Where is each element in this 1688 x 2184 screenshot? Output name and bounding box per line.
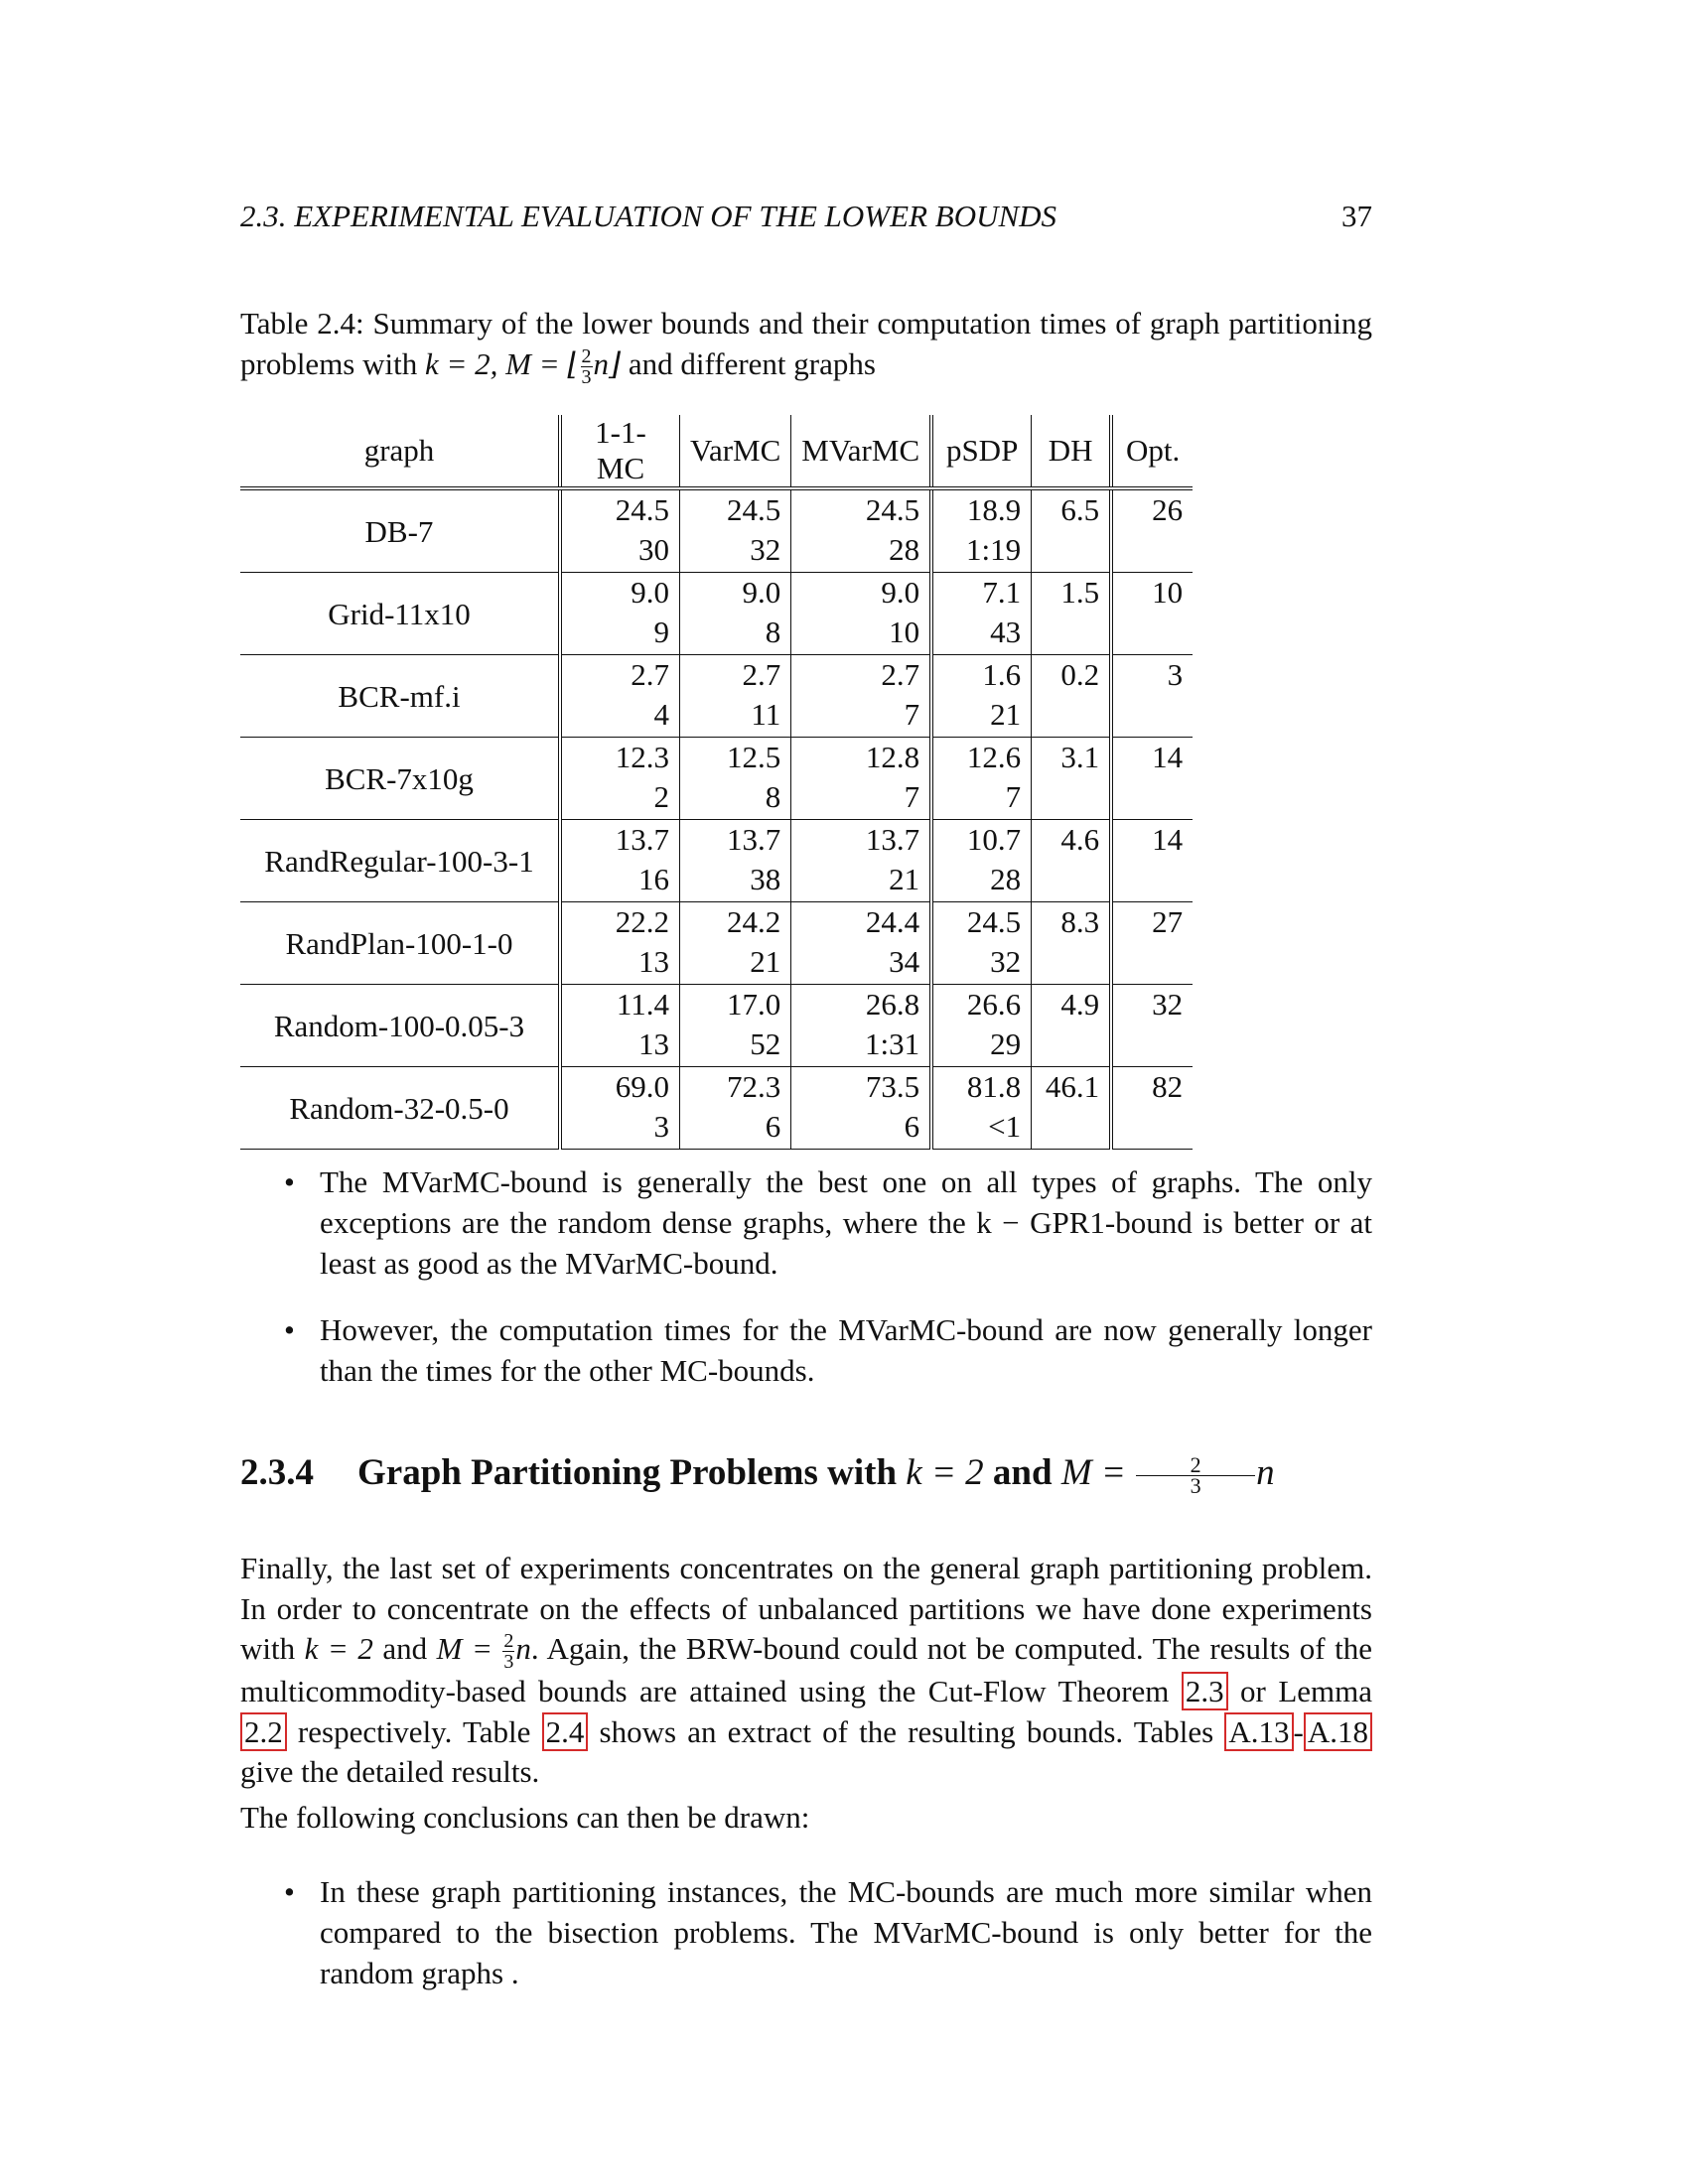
cell-time xyxy=(1111,1026,1193,1067)
cell-time: 21 xyxy=(791,862,931,902)
cell-bound: 14 xyxy=(1111,820,1193,863)
cell-bound: 18.9 xyxy=(931,488,1032,532)
cell-bound: 1.5 xyxy=(1032,573,1112,615)
cell-time: 10 xyxy=(791,614,931,655)
results-table xyxy=(240,415,1193,1150)
ref-table-2-4[interactable]: 2.4 xyxy=(542,1712,589,1751)
table-row xyxy=(240,488,1193,532)
cell-time xyxy=(1111,614,1193,655)
body-paragraph: Finally, the last set of experiments concentrates on the general graph partitioning problem. In order to concentrate on the effects of unbalanced partitions we have done experiments with k = 2 and M = $\frac{2}{3}$ n. Again, the BRW-bound could not be computed. The results of the multicommodity-based bounds are attained using the Cut-Flow Theorem 2.3 or Lemma 2.2 respectively. Table 2.4 shows an extract of the resulting bounds. Tables A.13 - A.18 give the detailed results. xyxy=(240,1551,1372,1790)
cell-bound: 6.5 xyxy=(1032,488,1112,532)
header-mvarmc: MVarMC xyxy=(791,415,931,488)
header-opt: Opt. xyxy=(1111,415,1193,488)
section-fraction: $\frac{2}{3}$ xyxy=(1136,1455,1255,1496)
cell-bound: 12.3 xyxy=(560,738,680,780)
cell-bound: 8.3 xyxy=(1032,902,1112,945)
cell-graph: RandRegular-100-3-1 xyxy=(240,820,560,902)
section-heading xyxy=(240,1451,1275,1499)
cell-bound: 14 xyxy=(1111,738,1193,780)
bullet-list-observations xyxy=(240,1161,1372,1417)
cell-bound: 73.5 xyxy=(791,1067,931,1110)
cell-bound: 3 xyxy=(1111,655,1193,698)
cell-bound: 24.5 xyxy=(680,488,791,532)
cell-bound: 2.7 xyxy=(680,655,791,698)
cell-time xyxy=(1111,862,1193,902)
caption-math: k = 2, M = ⌊ xyxy=(425,346,580,381)
cell-time: 28 xyxy=(931,862,1032,902)
cell-bound: 1.6 xyxy=(931,655,1032,698)
ref-table-a18[interactable]: A.18 xyxy=(1304,1712,1372,1751)
cell-time: 11 xyxy=(680,697,791,738)
cell-bound: 27 xyxy=(1111,902,1193,945)
table-row xyxy=(240,1067,1193,1110)
cell-bound: 0.2 xyxy=(1032,655,1112,698)
table-row xyxy=(240,738,1193,780)
cell-bound: 9.0 xyxy=(680,573,791,615)
cell-bound: 26.8 xyxy=(791,985,931,1027)
cell-bound: 82 xyxy=(1111,1067,1193,1110)
cell-time: 34 xyxy=(791,944,931,985)
cell-time xyxy=(1111,944,1193,985)
cell-graph: BCR-7x10g xyxy=(240,738,560,820)
cell-bound: 69.0 xyxy=(560,1067,680,1110)
header-varmc: VarMC xyxy=(680,415,791,488)
cell-time xyxy=(1111,532,1193,573)
cell-bound: 2.7 xyxy=(791,655,931,698)
cell-bound: 11.4 xyxy=(560,985,680,1027)
header-graph: graph xyxy=(240,415,560,488)
section-number: 2.3.4 xyxy=(240,1452,314,1493)
ref-lemma-2-2[interactable]: 2.2 xyxy=(240,1712,287,1751)
cell-time: 6 xyxy=(680,1109,791,1150)
bullet-text: However, the computation times for the MVarMC-bound are now generally longer than the times for the other MC-bounds. xyxy=(320,1312,1372,1388)
cell-time xyxy=(1032,779,1112,820)
cell-graph: Random-32-0.5-0 xyxy=(240,1067,560,1150)
caption-text-end: and different graphs xyxy=(621,346,876,381)
bullet-list-conclusions xyxy=(240,1871,1372,2019)
cell-bound: 4.6 xyxy=(1032,820,1112,863)
cell-graph: RandPlan-100-1-0 xyxy=(240,902,560,985)
cell-time: 43 xyxy=(931,614,1032,655)
cell-time: 52 xyxy=(680,1026,791,1067)
cell-time: 7 xyxy=(791,697,931,738)
section-math-n: n xyxy=(1256,1452,1275,1493)
list-item: • However, the computation times for the MVarMC-bound are now generally longer than the times for the other MC-bounds. xyxy=(284,1312,1372,1388)
bullet-text: In these graph partitioning instances, the MC-bounds are much more similar when compared to the bisection problems. The MVarMC-bound is only better for the random graphs . xyxy=(320,1874,1372,1990)
cell-bound: 9.0 xyxy=(560,573,680,615)
paragraph-fraction: $\frac{2}{3}$ xyxy=(503,1630,514,1674)
list-item: • The MVarMC-bound is generally the best one on all types of graphs. The only exceptions are the random dense graphs, where the k − GPR1-bound is better or at least as good as the MVarMC-bound. xyxy=(284,1164,1372,1281)
caption-text: Table 2.4: Summary of the lower bounds and their computation times of graph partitioning problems with xyxy=(240,306,1372,381)
cell-bound: 72.3 xyxy=(680,1067,791,1110)
header-1-1-mc: 1-1-MC xyxy=(560,415,680,488)
cell-time: 3 xyxy=(560,1109,680,1150)
cell-bound: 13.7 xyxy=(560,820,680,863)
cell-time: 16 xyxy=(560,862,680,902)
page-number: 37 xyxy=(1341,199,1372,233)
cell-time xyxy=(1032,944,1112,985)
table-header-row xyxy=(240,415,1193,488)
cell-time: 13 xyxy=(560,1026,680,1067)
cell-time xyxy=(1032,614,1112,655)
cell-bound: 24.4 xyxy=(791,902,931,945)
cell-bound: 24.2 xyxy=(680,902,791,945)
cell-time: 7 xyxy=(931,779,1032,820)
cell-bound: 24.5 xyxy=(560,488,680,532)
bullet-text: The MVarMC-bound is generally the best one on all types of graphs. The only exceptions are the random dense graphs, where the k − GPR1-bound is better or at least as good as the MVarMC-bound. xyxy=(320,1164,1372,1281)
cell-time: 1:31 xyxy=(791,1026,931,1067)
cell-bound: 2.7 xyxy=(560,655,680,698)
cell-graph: Grid-11x10 xyxy=(240,573,560,655)
cell-graph: BCR-mf.i xyxy=(240,655,560,738)
cell-bound: 12.8 xyxy=(791,738,931,780)
cell-time xyxy=(1032,862,1112,902)
cell-time xyxy=(1032,1026,1112,1067)
cell-bound: 7.1 xyxy=(931,573,1032,615)
cell-time xyxy=(1032,532,1112,573)
running-header xyxy=(240,199,1372,234)
list-item: • In these graph partitioning instances, the MC-bounds are much more similar when compared to the bisection problems. The MVarMC-bound is only better for the random graphs . xyxy=(284,1874,1372,1990)
cell-time: 21 xyxy=(931,697,1032,738)
cell-time: 21 xyxy=(680,944,791,985)
table-caption xyxy=(240,303,1372,387)
cell-time: 28 xyxy=(791,532,931,573)
cell-bound: 10.7 xyxy=(931,820,1032,863)
conclusion-intro: The following conclusions can then be drawn: xyxy=(240,1800,810,1835)
cell-time: 9 xyxy=(560,614,680,655)
table-row xyxy=(240,573,1193,615)
cell-time: 32 xyxy=(931,944,1032,985)
table-row xyxy=(240,820,1193,863)
section-title-text: Graph Partitioning Problems with xyxy=(357,1452,907,1493)
cell-time xyxy=(1032,697,1112,738)
caption-math-end: n⌋ xyxy=(593,346,622,381)
cell-bound: 26.6 xyxy=(931,985,1032,1027)
cell-bound: 13.7 xyxy=(791,820,931,863)
cell-bound: 4.9 xyxy=(1032,985,1112,1027)
table-row xyxy=(240,985,1193,1027)
section-math: k = 2 xyxy=(906,1452,984,1493)
cell-graph: Random-100-0.05-3 xyxy=(240,985,560,1067)
table-row xyxy=(240,655,1193,698)
cell-time: 6 xyxy=(791,1109,931,1150)
cell-time: 2 xyxy=(560,779,680,820)
cell-time: 8 xyxy=(680,779,791,820)
ref-theorem-2-3[interactable]: 2.3 xyxy=(1182,1672,1228,1710)
header-dh: DH xyxy=(1032,415,1112,488)
cell-bound: 22.2 xyxy=(560,902,680,945)
table-row xyxy=(240,902,1193,945)
cell-bound: 10 xyxy=(1111,573,1193,615)
cell-time xyxy=(1111,779,1193,820)
cell-bound: 13.7 xyxy=(680,820,791,863)
cell-bound: 3.1 xyxy=(1032,738,1112,780)
cell-time xyxy=(1032,1109,1112,1150)
cell-time: 29 xyxy=(931,1026,1032,1067)
cell-bound: 81.8 xyxy=(931,1067,1032,1110)
ref-table-a13[interactable]: A.13 xyxy=(1224,1712,1293,1751)
cell-bound: 32 xyxy=(1111,985,1193,1027)
cell-time: 4 xyxy=(560,697,680,738)
cell-time: 7 xyxy=(791,779,931,820)
cell-bound: 46.1 xyxy=(1032,1067,1112,1110)
cell-time: 13 xyxy=(560,944,680,985)
cell-bound: 17.0 xyxy=(680,985,791,1027)
cell-time: 32 xyxy=(680,532,791,573)
cell-time xyxy=(1111,1109,1193,1150)
header-psdp: pSDP xyxy=(931,415,1032,488)
caption-fraction: $\frac{2}{3}$ xyxy=(581,345,592,389)
cell-time: 8 xyxy=(680,614,791,655)
cell-time: 38 xyxy=(680,862,791,902)
cell-time xyxy=(1111,697,1193,738)
section-math2: M = xyxy=(1060,1452,1136,1493)
section-and: and xyxy=(983,1452,1061,1493)
cell-bound: 24.5 xyxy=(931,902,1032,945)
cell-time: <1 xyxy=(931,1109,1032,1150)
cell-time: 1:19 xyxy=(931,532,1032,573)
cell-time: 30 xyxy=(560,532,680,573)
cell-bound: 12.5 xyxy=(680,738,791,780)
cell-graph: DB-7 xyxy=(240,488,560,573)
cell-bound: 26 xyxy=(1111,488,1193,532)
cell-bound: 9.0 xyxy=(791,573,931,615)
cell-bound: 12.6 xyxy=(931,738,1032,780)
cell-bound: 24.5 xyxy=(791,488,931,532)
running-title: 2.3. EXPERIMENTAL EVALUATION OF THE LOWER BOUNDS xyxy=(240,199,1057,233)
